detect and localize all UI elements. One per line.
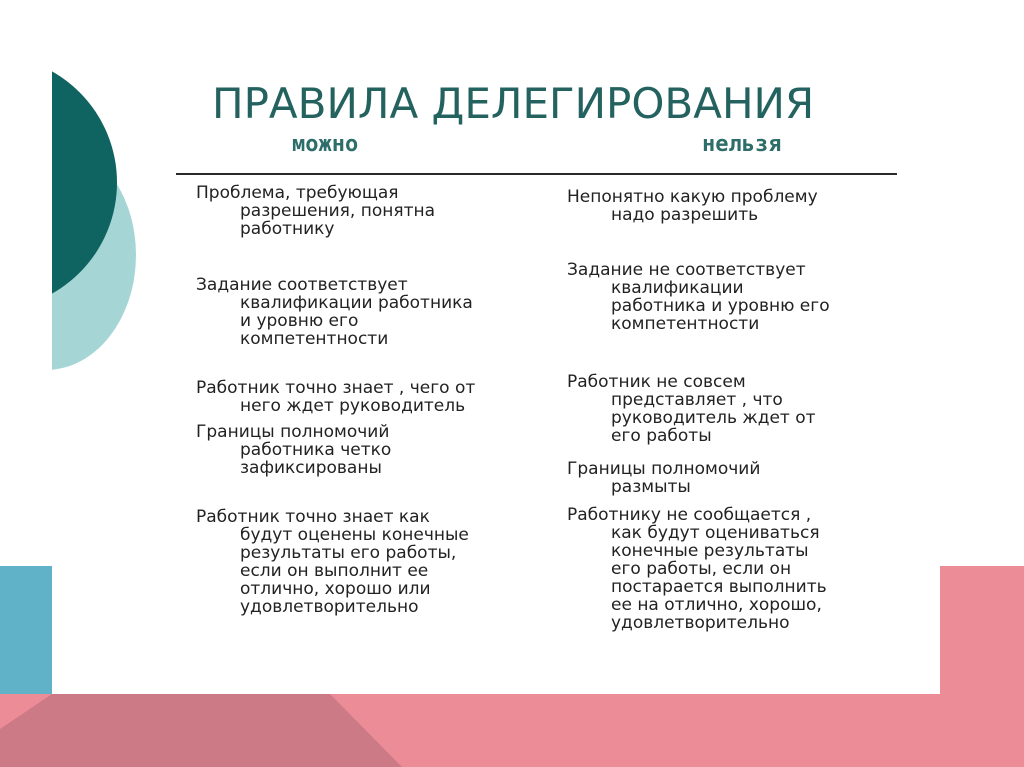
background-dark-triangle xyxy=(0,694,1024,767)
can-item: Работник точно знает , чего от него ждет руководитель xyxy=(196,378,476,416)
can-item: Работник точно знает как будут оценены конечные результаты его работы, если он выполнит ее отлично, хорошо или удовлетворительно xyxy=(196,507,469,617)
header-divider xyxy=(176,173,897,175)
cannot-item: Непонятно какую проблему надо разрешить xyxy=(567,187,818,225)
column-header-can: можно xyxy=(292,132,359,157)
cannot-item: Задание не соответствует квалификации работника и уровню его компетентности xyxy=(567,260,830,334)
column-header-cannot: нельзя xyxy=(702,132,782,157)
can-item: Задание соответствует квалификации работника и уровню его компетентности xyxy=(196,275,473,349)
cannot-item: Границы полномочий размыты xyxy=(567,459,761,497)
can-item: Границы полномочий работника четко зафиксированы xyxy=(196,422,392,478)
cannot-item: Работнику не сообщается , как будут оцениваться конечные результаты его работы, если он постарается выполнить ее на отлично, хорошо, удовлетворительно xyxy=(567,505,827,633)
slide-title: ПРАВИЛА ДЕЛЕГИРОВАНИЯ xyxy=(212,79,815,128)
can-item: Проблема, требующая разрешения, понятна работнику xyxy=(196,183,436,239)
decorative-dark-circle xyxy=(52,55,117,310)
cannot-item: Работник не совсем представляет , что руководитель ждет от его работы xyxy=(567,372,816,446)
